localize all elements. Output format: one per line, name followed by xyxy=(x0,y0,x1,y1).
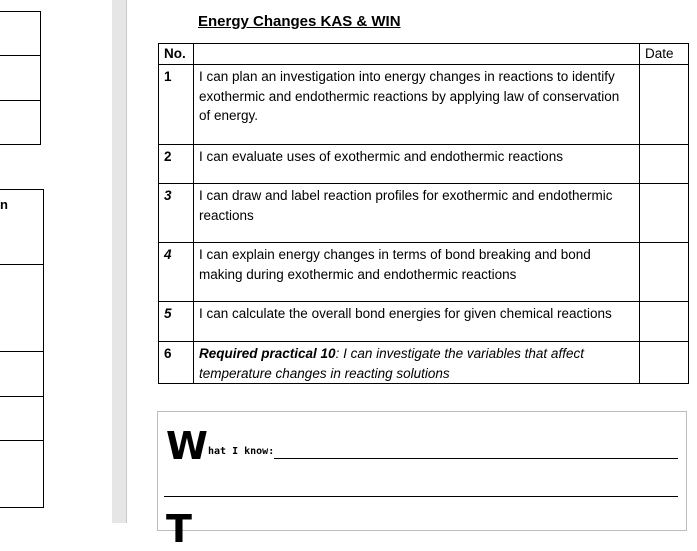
row-date-cell[interactable] xyxy=(640,184,689,243)
row-number: 2 xyxy=(159,145,194,184)
row-number: 5 xyxy=(159,302,194,342)
table-row xyxy=(159,145,689,184)
row-date-cell[interactable] xyxy=(640,243,689,302)
document-title: Energy Changes KAS & WIN xyxy=(198,13,401,30)
row-statement: I can draw and label reaction profiles for exothermic and endothermic reactions xyxy=(194,184,640,243)
table-row xyxy=(159,184,689,243)
left-page-note: n xyxy=(0,197,8,212)
row-date-cell[interactable] xyxy=(640,145,689,184)
page-gutter xyxy=(112,0,126,523)
table-row xyxy=(159,342,689,384)
row-number: 1 xyxy=(159,65,194,145)
win-write-line[interactable] xyxy=(164,496,678,497)
table-row xyxy=(159,65,689,145)
row-number: 4 xyxy=(159,243,194,302)
header-no: No. xyxy=(159,44,194,65)
required-practical-text: : I can investigate the variables that affect temperature changes in reacting solutions xyxy=(199,346,584,381)
row-statement: I can plan an investigation into energy changes in reactions to identify exothermic and endothermic reactions by applying law of conservation of energy. xyxy=(194,65,640,145)
row-statement: I can explain energy changes in terms of bond breaking and bond making during exothermic and endothermic reactions xyxy=(194,243,640,302)
row-number: 3 xyxy=(159,184,194,243)
win-label: hat I know: xyxy=(208,446,275,457)
row-number: 6 xyxy=(159,342,194,384)
left-page-box-top xyxy=(0,11,41,145)
table-row xyxy=(159,302,689,342)
required-practical-label: Required practical 10 xyxy=(199,346,336,361)
row-statement: I can calculate the overall bond energies for given chemical reactions xyxy=(194,302,640,342)
header-date: Date xyxy=(640,44,689,65)
left-page-box-bottom xyxy=(0,189,44,508)
table-row xyxy=(159,243,689,302)
row-statement: I can evaluate uses of exothermic and endothermic reactions xyxy=(194,145,640,184)
win-box xyxy=(157,411,687,551)
row-date-cell[interactable] xyxy=(640,342,689,384)
row-date-cell[interactable] xyxy=(640,302,689,342)
table-header-row xyxy=(159,44,689,65)
page-edge xyxy=(126,0,127,523)
kas-table xyxy=(158,43,689,384)
row-date-cell[interactable] xyxy=(640,65,689,145)
header-statement xyxy=(194,44,640,65)
win-next-letter: T xyxy=(166,507,192,551)
win-big-letter: W xyxy=(166,424,208,468)
row-statement xyxy=(194,342,640,384)
win-write-line[interactable] xyxy=(274,458,678,459)
